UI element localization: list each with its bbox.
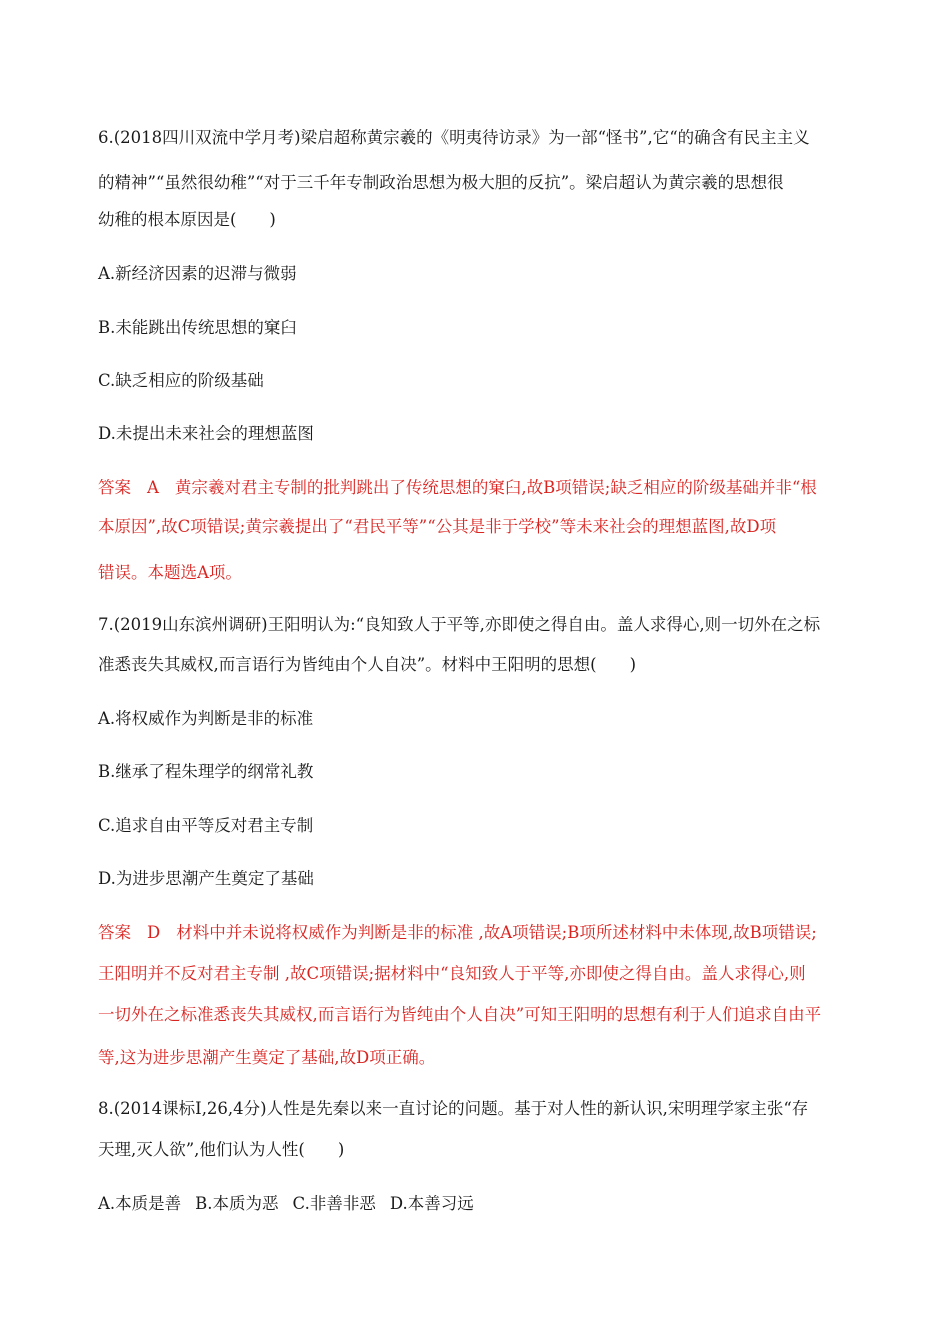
q7-answer-label: 答案 bbox=[98, 923, 131, 942]
q8-options-row bbox=[98, 1192, 858, 1216]
q8-option-d: D.本善习远 bbox=[389, 1194, 474, 1213]
q6-option-a: A.新经济因素的迟滞与微弱 bbox=[98, 264, 297, 283]
q6-answer-text-1: 黄宗羲对君主专制的批判跳出了传统思想的窠臼,故B项错误;缺乏相应的阶级基础并非“根 bbox=[174, 478, 817, 497]
q6-answer-label: 答案 bbox=[98, 478, 131, 497]
q6-stem-line-3: 幼稚的根本原因是( ) bbox=[98, 210, 276, 229]
q6-stem-line-2: 的精神”“虽然很幼稚”“对于三千年专制政治思想为极大胆的反抗”。梁启超认为黄宗羲的思想很 bbox=[98, 173, 784, 192]
q7-answer-text-1: 材料中并未说将权威作为判断是非的标准 ,故A项错误;B项所述材料中未体现,故B项错误; bbox=[176, 923, 817, 942]
q7-stem-line-2: 准悉丧失其威权,而言语行为皆纯由个人自决”。材料中王阳明的思想( ) bbox=[98, 655, 637, 674]
q7-option-c: C.追求自由平等反对君主专制 bbox=[98, 816, 314, 835]
q6-stem-line-1: 6.(2018四川双流中学月考)梁启超称黄宗羲的《明夷待访录》为一部“怪书”,它“的确含有民主主义 bbox=[98, 128, 810, 147]
q7-option-d: D.为进步思潮产生奠定了基础 bbox=[98, 869, 314, 888]
q6-answer-line-3: 错误。本题选A项。 bbox=[98, 563, 242, 582]
q7-stem-line-1: 7.(2019山东滨州调研)王阳明认为:“良知致人于平等,亦即使之得自由。盖人求得心,则一切外在之标 bbox=[98, 615, 821, 634]
q7-answer-line-3: 一切外在之标准悉丧失其威权,而言语行为皆纯由个人自决”可知王阳明的思想有利于人们追求自由平 bbox=[98, 1005, 822, 1024]
q8-option-b: B.本质为恶 bbox=[195, 1194, 279, 1213]
q8-option-a: A.本质是善 bbox=[98, 1194, 182, 1213]
q8-option-c: C.非善非恶 bbox=[292, 1194, 376, 1213]
q6-answer-line-1 bbox=[98, 476, 858, 500]
q6-option-d: D.未提出未来社会的理想蓝图 bbox=[98, 424, 314, 443]
q6-option-b: B.未能跳出传统思想的窠臼 bbox=[98, 318, 297, 337]
q6-answer-letter: A bbox=[147, 478, 159, 497]
q7-option-a: A.将权威作为判断是非的标准 bbox=[98, 709, 314, 728]
q7-answer-line-4: 等,这为进步思潮产生奠定了基础,故D项正确。 bbox=[98, 1048, 436, 1067]
q8-stem-line-1: 8.(2014课标Ⅰ,26,4分)人性是先秦以来一直讨论的问题。基于对人性的新认识,宋明理学家主张“存 bbox=[98, 1099, 809, 1118]
q8-stem-line-2: 天理,灭人欲”,他们认为人性( ) bbox=[98, 1140, 345, 1159]
q7-answer-line-1 bbox=[98, 921, 858, 945]
q6-answer-line-2: 本原因”,故C项错误;黄宗羲提出了“君民平等”“公其是非于学校”等未来社会的理想蓝图,故D项 bbox=[98, 517, 777, 536]
q7-answer-letter: D bbox=[147, 923, 161, 942]
q7-answer-line-2: 王阳明并不反对君主专制 ,故C项错误;据材料中“良知致人于平等,亦即使之得自由。盖人求得心,则 bbox=[98, 964, 806, 983]
q7-option-b: B.继承了程朱理学的纲常礼教 bbox=[98, 762, 314, 781]
q6-option-c: C.缺乏相应的阶级基础 bbox=[98, 371, 264, 390]
